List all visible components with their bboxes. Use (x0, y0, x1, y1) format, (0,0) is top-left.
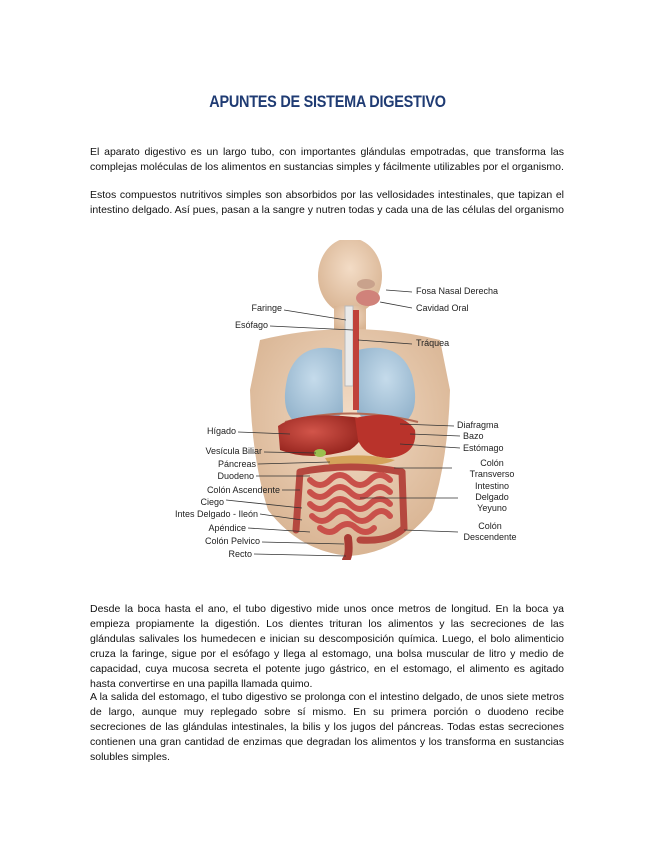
label-intestino-line3: Yeyuno (477, 503, 507, 513)
document-title: APUNTES DE SISTEMA DIGESTIVO (209, 92, 446, 111)
label-recto: Recto (228, 549, 252, 559)
label-colon-descendente (450, 521, 530, 543)
label-esofago: Esófago (234, 320, 268, 330)
label-intestino-line2: Delgado (475, 492, 509, 502)
label-intestino-delgado (456, 481, 528, 514)
label-pancreas: Páncreas (217, 459, 256, 469)
label-duodeno: Duodeno (217, 471, 254, 481)
label-colon-transverso (456, 458, 528, 480)
label-colon-transverso-line2: Transverso (469, 469, 515, 479)
label-colon-desc-line2: Descendente (463, 532, 517, 542)
label-colon-transverso-line1: Colón (480, 458, 504, 468)
label-fosa-nasal: Fosa Nasal Derecha (416, 286, 499, 296)
label-cavidad-oral: Cavidad Oral (416, 303, 469, 313)
nasal-cavity (357, 279, 375, 289)
label-colon-desc-line1: Colón (478, 521, 502, 531)
esophagus (353, 310, 359, 410)
label-colon-ascendente: Colón Ascendente (206, 485, 280, 495)
paragraph-3: Desde la boca hasta el ano, el tubo digestivo mide unos once metros de longitud. En la boca ya empieza propiamente la digestión. Los dientes trituran los alimentos y las secreciones de las glándulas salivales los humedecen e inician su descomposición química. Luego, el bolo alimenticio cruza la faringe, sigue por el esófago y llega al estomago, una bolsa muscular de litro y medio de capacidad, cuya mucosa secreta el potente jugo gástrico, en el estomago, el alimento es agitado hasta convertirse en una papilla llamada quimo. (90, 603, 564, 690)
label-bazo: Bazo (463, 431, 484, 441)
rectum (346, 538, 349, 560)
label-vesicula: Vesícula Biliar (205, 446, 262, 456)
label-ciego: Ciego (200, 497, 224, 507)
oral-cavity (356, 290, 380, 306)
paragraph-2: Estos compuestos nutritivos simples son absorbidos por las vellosidades intestinales, que tapizan el intestino delgado. Así pues, pasan a la sangre y nutren todas y cada una de las células del organismo (90, 189, 564, 216)
label-traquea: Tráquea (416, 338, 450, 348)
label-faringe: Faringe (251, 303, 282, 313)
label-intestino-line1: Intestino (474, 481, 510, 491)
label-estomago: Estómago (463, 443, 504, 453)
trachea (345, 306, 353, 386)
paragraph-4: A la salida del estomago, el tubo digestivo se prolonga con el intestino delgado, de unos siete metros de largo, aunque muy replegado sobre sí mismo. En su primera porción o duodeno recibe secreciones de las glándulas intestinales, la bilis y los jugos del páncreas. Todas estas secreciones contienen una gran cantidad de enzimas que degradan los alimentos y los transforma en sustancias solubles simples. (90, 691, 564, 763)
digestive-system-figure (150, 240, 530, 560)
label-apendice: Apéndice (208, 523, 246, 533)
paragraph-1: El aparato digestivo es un largo tubo, con importantes glándulas empotradas, que transforma las complejas moléculas de los alimentos en sustancias simples y fácilmente utilizables por el organismo. (90, 146, 564, 173)
label-colon-pelvico: Colón Pelvico (204, 536, 260, 546)
label-higado: Hígado (206, 426, 236, 436)
label-ileon: Intes Delgado - Ileón (174, 509, 258, 519)
label-diafragma: Diafragma (457, 420, 499, 430)
